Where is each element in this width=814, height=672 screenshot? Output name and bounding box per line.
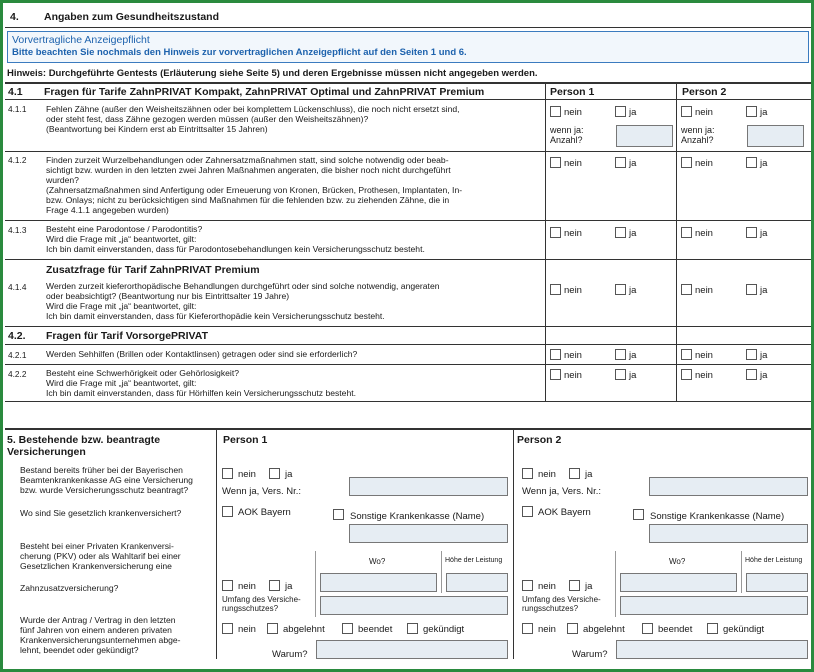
q413-number: 4.1.3 (8, 225, 27, 235)
s5-person1-header: Person 1 (223, 434, 268, 446)
s5-p1-aok-label: AOK Bayern (238, 507, 291, 518)
option-label: ja (629, 228, 637, 239)
s5-p1-krankenkasse-input[interactable] (349, 524, 508, 543)
q411-p1-anzahl-input[interactable] (616, 125, 673, 147)
s5-p2-warum-input[interactable] (616, 640, 808, 659)
s42-number: 4.2. (8, 330, 26, 342)
s5-p2-wo-label: Wo? (669, 557, 686, 566)
q411-p2-ja-checkbox[interactable] (746, 106, 757, 117)
q414-p2-nein-checkbox[interactable] (681, 284, 692, 295)
option-label: ja (585, 469, 593, 480)
option-label: ja (629, 285, 637, 296)
q412-number: 4.1.2 (8, 155, 27, 165)
s5-p2-q4-nein-checkbox[interactable] (522, 623, 533, 634)
q412-p2-ja-checkbox[interactable] (746, 157, 757, 168)
s5-p2-q3-ja-checkbox[interactable] (569, 580, 580, 591)
option-label: ja (585, 581, 593, 592)
s5-p2-q1-ja-checkbox[interactable] (569, 468, 580, 479)
s5-p1-gekuendigt-label: gekündigt (423, 624, 465, 635)
q412-p1-ja-checkbox[interactable] (615, 157, 626, 168)
q412-p2-nein-checkbox[interactable] (681, 157, 692, 168)
q421-p2-ja-checkbox[interactable] (746, 349, 757, 360)
s5-p1-hoehe-input[interactable] (446, 573, 508, 592)
q411-p1-ja-checkbox[interactable] (615, 106, 626, 117)
s5-p2-q1-nein-checkbox[interactable] (522, 468, 533, 479)
box-text: Bitte beachten Sie nochmals den Hinweis zur vorvertraglichen Anzeigepflicht auf den Seiten 1 und 6. (12, 47, 467, 58)
s5-p1-q1-nein-checkbox[interactable] (222, 468, 233, 479)
s5-p1-wo-label: Wo? (369, 557, 386, 566)
s5-p2-aok-label: AOK Bayern (538, 507, 591, 518)
q421-p1-nein-checkbox[interactable] (550, 349, 561, 360)
option-label: nein (695, 228, 713, 239)
s5-p1-versnr-input[interactable] (349, 477, 508, 496)
s5-p1-versnr-label: Wenn ja, Vers. Nr.: (222, 486, 302, 497)
s5-p2-abgelehnt-checkbox[interactable] (567, 623, 578, 634)
option-label: nein (564, 285, 582, 296)
section-4-number: 4. (10, 11, 19, 23)
option-label: nein (695, 370, 713, 381)
option-label: nein (695, 158, 713, 169)
option-label: nein (695, 107, 713, 118)
q422-text: Besteht eine Schwerhörigkeit oder Gehörlosigkeit? Wird die Frage mit „ja“ beantwortet, gilt: Ich bin damit einverstanden, dass für Hörhilfen kein Versicherungsschutz besteht. (46, 368, 357, 398)
q411-p2-nein-checkbox[interactable] (681, 106, 692, 117)
s5-p2-beendet-checkbox[interactable] (642, 623, 653, 634)
q421-p1-ja-checkbox[interactable] (615, 349, 626, 360)
s5-p2-sonstige-checkbox[interactable] (633, 509, 644, 520)
q411-p1-anzahl-label: wenn ja: Anzahl? (550, 125, 584, 145)
s5-p2-sonstige-label: Sonstige Krankenkasse (Name) (650, 511, 785, 522)
q421-number: 4.2.1 (8, 350, 27, 360)
s5-p2-hoehe-input[interactable] (746, 573, 808, 592)
option-label: ja (629, 350, 637, 361)
s5-p1-hoehe-label: Höhe der Leistung (445, 557, 503, 564)
q411-number: 4.1.1 (8, 104, 27, 114)
q411-p2-anzahl-input[interactable] (747, 125, 804, 147)
option-label: ja (285, 469, 293, 480)
box-title: Vorvertragliche Anzeigepflicht (12, 34, 150, 46)
option-label: ja (760, 107, 768, 118)
q413-text: Besteht eine Parodontose / Parodontitis? Wird die Frage mit „ja“ beantwortet, gilt: Ich bin damit einverstanden, dass für Parodontosebehandlungen kein Versicherungsschutz besteht. (46, 224, 425, 254)
s5-p2-gekuendigt-checkbox[interactable] (707, 623, 718, 634)
s5-person2-header: Person 2 (517, 434, 562, 446)
option-label: ja (629, 158, 637, 169)
person1-header: Person 1 (550, 86, 595, 98)
option-label: ja (629, 370, 637, 381)
q414-p1-ja-checkbox[interactable] (615, 284, 626, 295)
option-label: nein (538, 469, 556, 480)
q413-p1-nein-checkbox[interactable] (550, 227, 561, 238)
option-label: nein (695, 285, 713, 296)
s5-p1-gekuendigt-checkbox[interactable] (407, 623, 418, 634)
s5-p1-warum-input[interactable] (316, 640, 508, 659)
s5-p1-wo-input[interactable] (320, 573, 437, 592)
s5-p1-umfang-input[interactable] (320, 596, 508, 615)
option-label: nein (695, 350, 713, 361)
s5-p2-hoehe-label: Höhe der Leistung (745, 557, 803, 564)
option-label: ja (629, 107, 637, 118)
q414-text: Werden zurzeit kieferorthopädische Behandlungen durchgeführt oder sind solche notwendig, angeraten oder beabsichtigt? (Beantwortung nur bis Eintrittsalter 19 Jahre) Wird die Frage mit „ja“ beantwortet, gilt: Ich bin damit einverstanden, dass für Kieferorthopädie kein Versicherungsschutz besteht. (46, 281, 440, 321)
q411-p1-nein-checkbox[interactable] (550, 106, 561, 117)
s5-q3b-text: Zahnzusatzversicherung? (20, 583, 119, 593)
q412-text: Finden zurzeit Wurzelbehandlungen oder Zahnersatzmaßnahmen statt, sind solche notwendig oder beab- sichtigt bzw. wurden in den letzten zwei Jahren Maßnahmen angeraten, die bisher noch nicht durchgeführt wurden? (Zahnersatzmaßnahmen sind Anfertigung oder Erneuerung von Kronen, Brücken, Prothesen, Implantaten, In- bzw. Onlays; nicht zu berücksichtigen sind Maßnahmen für die fehlenden bzw. zu ziehenden Zähne, die in Frage 4.1.1 angegeben wurden) (46, 155, 463, 215)
s5-p1-q4-nein-checkbox[interactable] (222, 623, 233, 634)
q414-p1-nein-checkbox[interactable] (550, 284, 561, 295)
option-label: nein (564, 107, 582, 118)
s5-p1-beendet-checkbox[interactable] (342, 623, 353, 634)
q412-p1-nein-checkbox[interactable] (550, 157, 561, 168)
s41-title: Fragen für Tarife ZahnPRIVAT Kompakt, ZahnPRIVAT Optimal und ZahnPRIVAT Premium (44, 86, 485, 98)
option-label: ja (760, 370, 768, 381)
q413-p1-ja-checkbox[interactable] (615, 227, 626, 238)
option-label: ja (760, 285, 768, 296)
q421-p2-nein-checkbox[interactable] (681, 349, 692, 360)
s5-p2-warum-label: Warum? (572, 649, 608, 660)
q414-p2-ja-checkbox[interactable] (746, 284, 757, 295)
s5-p1-sonstige-checkbox[interactable] (333, 509, 344, 520)
s5-p1-aok-checkbox[interactable] (222, 506, 233, 517)
option-label: nein (538, 624, 556, 635)
hinweis-text: Hinweis: Durchgeführte Gentests (Erläuterung siehe Seite 5) und deren Ergebnisse müssen nicht angegeben werden. (7, 68, 538, 79)
q421-text: Werden Sehhilfen (Brillen oder Kontaktlinsen) getragen oder sind sie erforderlich? (46, 349, 358, 359)
s5-p1-q1-ja-checkbox[interactable] (269, 468, 280, 479)
q422-p1-ja-checkbox[interactable] (615, 369, 626, 380)
s5-p1-abgelehnt-label: abgelehnt (283, 624, 325, 635)
s5-p1-beendet-label: beendet (358, 624, 393, 635)
person2-header: Person 2 (682, 86, 727, 98)
option-label: nein (564, 370, 582, 381)
q413-p2-nein-checkbox[interactable] (681, 227, 692, 238)
s5-p2-krankenkasse-input[interactable] (649, 524, 808, 543)
s41-number: 4.1 (8, 86, 23, 98)
s5-p1-q3-nein-checkbox[interactable] (222, 580, 233, 591)
option-label: ja (285, 581, 293, 592)
s5-p2-wo-input[interactable] (620, 573, 737, 592)
s5-p2-beendet-label: beendet (658, 624, 693, 635)
q414-number: 4.1.4 (8, 282, 27, 292)
s5-p2-umfang-input[interactable] (620, 596, 808, 615)
q411-text: Fehlen Zähne (außer den Weisheitszähnen oder bei komplettem Lückenschluss), die noch nicht ersetzt sind, oder steht fest, dass Zähne gezogen werden müssen (außer den Weisheitszähnen)? (Beantwortung bei Kindern erst ab Eintrittsalter 15 Jahren) (46, 104, 460, 134)
s5-p2-umfang-label: Umfang des Versiche- rungsschutzes? (522, 595, 601, 613)
s5-p2-versnr-label: Wenn ja, Vers. Nr.: (522, 486, 602, 497)
q422-p2-nein-checkbox[interactable] (681, 369, 692, 380)
option-label: nein (238, 624, 256, 635)
option-label: nein (538, 581, 556, 592)
s5-p2-aok-checkbox[interactable] (522, 506, 533, 517)
s5-p2-abgelehnt-label: abgelehnt (583, 624, 625, 635)
q422-p1-nein-checkbox[interactable] (550, 369, 561, 380)
s5-p1-warum-label: Warum? (272, 649, 308, 660)
s5-q2-text: Wo sind Sie gesetzlich krankenversichert? (20, 508, 182, 518)
s5-p1-sonstige-label: Sonstige Krankenkasse (Name) (350, 511, 485, 522)
s42-title: Fragen für Tarif VorsorgePRIVAT (46, 330, 208, 342)
zusatz-title: Zusatzfrage für Tarif ZahnPRIVAT Premium (46, 264, 260, 276)
option-label: ja (760, 350, 768, 361)
s5-q1-text: Bestand bereits früher bei der Bayerischen Beamtenkrankenkasse AG eine Versicherung bzw. wurde Versicherungsschutz beantragt? (20, 465, 193, 495)
s5-p2-gekuendigt-label: gekündigt (723, 624, 765, 635)
s5-q3-text: Besteht bei einer Privaten Krankenversi- cherung (PKV) oder als Wahltarif bei einer Gesetzlichen Krankenversicherung eine (20, 541, 181, 571)
option-label: ja (760, 158, 768, 169)
s5-p1-q3-ja-checkbox[interactable] (269, 580, 280, 591)
q413-p2-ja-checkbox[interactable] (746, 227, 757, 238)
s5-p1-umfang-label: Umfang des Versiche- rungsschutzes? (222, 595, 301, 613)
s5-q4-text: Wurde der Antrag / Vertrag in den letzten fünf Jahren von einem anderen privaten Krankenversicherungsunternehmen abge- lehnt, beendet oder gekündigt? (20, 615, 181, 655)
section-4-title: Angaben zum Gesundheitszustand (44, 11, 220, 23)
option-label: nein (238, 469, 256, 480)
option-label: nein (564, 228, 582, 239)
q422-p2-ja-checkbox[interactable] (746, 369, 757, 380)
q422-number: 4.2.2 (8, 369, 27, 379)
s5-p1-abgelehnt-checkbox[interactable] (267, 623, 278, 634)
option-label: nein (564, 158, 582, 169)
s5-p2-q3-nein-checkbox[interactable] (522, 580, 533, 591)
section-5-title: 5. Bestehende bzw. beantragte Versicherungen (7, 434, 161, 458)
s5-p2-versnr-input[interactable] (649, 477, 808, 496)
option-label: ja (760, 228, 768, 239)
option-label: nein (564, 350, 582, 361)
option-label: nein (238, 581, 256, 592)
q411-p2-anzahl-label: wenn ja: Anzahl? (681, 125, 715, 145)
